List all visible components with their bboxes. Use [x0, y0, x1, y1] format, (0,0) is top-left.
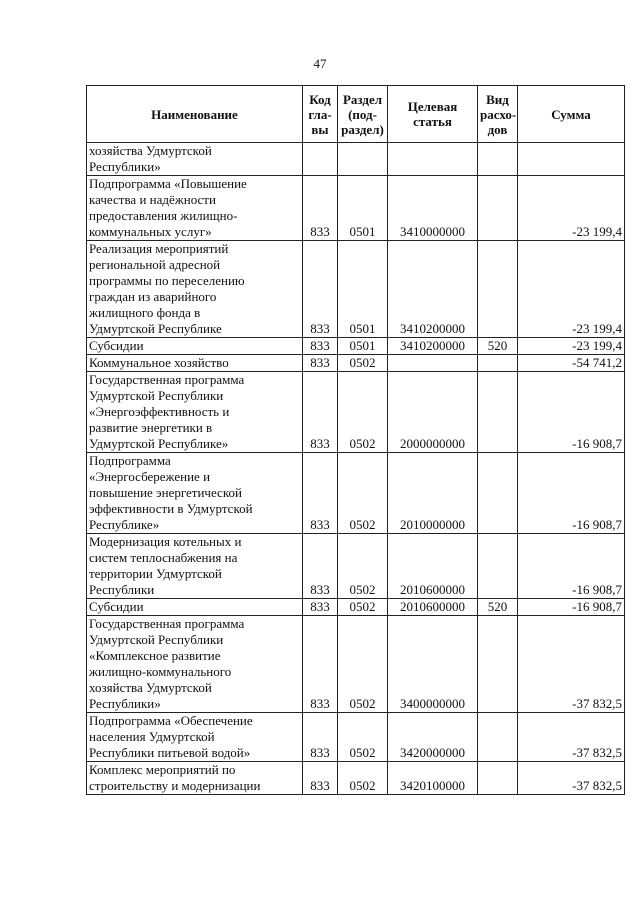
- cell-razdel: 0502: [338, 355, 388, 372]
- cell-name: хозяйства Удмуртской Республики»: [87, 143, 303, 176]
- cell-name: Реализация мероприятий региональной адресной программы по переселению граждан из аварийного жилищного фонда в Удмуртской Республике: [87, 241, 303, 338]
- cell-vid: [478, 762, 518, 795]
- page-number: 47: [313, 56, 327, 71]
- header-name: Наименование: [87, 86, 303, 143]
- cell-razdel: 0501: [338, 241, 388, 338]
- cell-kod: 833: [303, 355, 338, 372]
- cell-vid: [478, 241, 518, 338]
- cell-summa: -54 741,2: [518, 355, 625, 372]
- cell-razdel: 0502: [338, 534, 388, 599]
- table-row: [87, 713, 625, 762]
- cell-summa: -37 832,5: [518, 616, 625, 713]
- cell-kod: 833: [303, 599, 338, 616]
- cell-summa: [518, 143, 625, 176]
- cell-kod: 833: [303, 241, 338, 338]
- cell-name: Государственная программа Удмуртской Республики «Энергоэффективность и развитие энергетики в Удмуртской Республике»: [87, 372, 303, 453]
- table-row: [87, 453, 625, 534]
- table-row: [87, 599, 625, 616]
- cell-statya: [388, 355, 478, 372]
- cell-kod: 833: [303, 713, 338, 762]
- cell-summa: -16 908,7: [518, 372, 625, 453]
- cell-name: Подпрограмма «Обеспечение населения Удмуртской Республики питьевой водой»: [87, 713, 303, 762]
- cell-vid: [478, 176, 518, 241]
- cell-name: Подпрограмма «Повышение качества и надёжности предоставления жилищно- коммунальных услуг»: [87, 176, 303, 241]
- cell-statya: 3410200000: [388, 338, 478, 355]
- cell-name: Субсидии: [87, 338, 303, 355]
- cell-razdel: 0502: [338, 599, 388, 616]
- cell-statya: [388, 143, 478, 176]
- cell-vid: [478, 372, 518, 453]
- header-statya: Целевая статья: [388, 86, 478, 143]
- table-row: [87, 143, 625, 176]
- cell-kod: 833: [303, 616, 338, 713]
- cell-kod: 833: [303, 372, 338, 453]
- cell-summa: -16 908,7: [518, 534, 625, 599]
- cell-name: Государственная программа Удмуртской Республики «Комплексное развитие жилищно-коммунального хозяйства Удмуртской Республики»: [87, 616, 303, 713]
- cell-kod: 833: [303, 453, 338, 534]
- table-header-row: [87, 86, 625, 143]
- cell-summa: -23 199,4: [518, 176, 625, 241]
- table-row: [87, 241, 625, 338]
- cell-vid: [478, 534, 518, 599]
- cell-vid: 520: [478, 599, 518, 616]
- cell-statya: 3410000000: [388, 176, 478, 241]
- cell-vid: [478, 713, 518, 762]
- cell-kod: 833: [303, 534, 338, 599]
- table-row: [87, 616, 625, 713]
- cell-kod: 833: [303, 762, 338, 795]
- cell-name: Подпрограмма «Энергосбережение и повышение энергетической эффективности в Удмуртской Республике»: [87, 453, 303, 534]
- cell-vid: [478, 143, 518, 176]
- cell-statya: 3410200000: [388, 241, 478, 338]
- table-row: [87, 338, 625, 355]
- cell-statya: 2000000000: [388, 372, 478, 453]
- cell-kod: [303, 143, 338, 176]
- cell-vid: 520: [478, 338, 518, 355]
- cell-razdel: 0501: [338, 338, 388, 355]
- cell-summa: -37 832,5: [518, 762, 625, 795]
- cell-razdel: 0502: [338, 372, 388, 453]
- cell-razdel: [338, 143, 388, 176]
- cell-name: Модернизация котельных и систем теплоснабжения на территории Удмуртской Республики: [87, 534, 303, 599]
- cell-statya: 2010600000: [388, 599, 478, 616]
- cell-kod: 833: [303, 338, 338, 355]
- cell-statya: 2010600000: [388, 534, 478, 599]
- cell-razdel: 0502: [338, 453, 388, 534]
- cell-summa: -16 908,7: [518, 599, 625, 616]
- cell-kod: 833: [303, 176, 338, 241]
- cell-vid: [478, 355, 518, 372]
- header-razdel: Раздел (под- раздел): [338, 86, 388, 143]
- cell-summa: -16 908,7: [518, 453, 625, 534]
- cell-vid: [478, 616, 518, 713]
- cell-razdel: 0502: [338, 713, 388, 762]
- table-row: [87, 372, 625, 453]
- header-kod: Код гла- вы: [303, 86, 338, 143]
- table-row: [87, 176, 625, 241]
- cell-statya: 3420000000: [388, 713, 478, 762]
- cell-razdel: 0501: [338, 176, 388, 241]
- cell-vid: [478, 453, 518, 534]
- cell-statya: 2010000000: [388, 453, 478, 534]
- cell-statya: 3420100000: [388, 762, 478, 795]
- cell-razdel: 0502: [338, 616, 388, 713]
- table-row: [87, 534, 625, 599]
- cell-summa: -23 199,4: [518, 241, 625, 338]
- table-row: [87, 355, 625, 372]
- header-summa: Сумма: [518, 86, 625, 143]
- cell-razdel: 0502: [338, 762, 388, 795]
- cell-name: Коммунальное хозяйство: [87, 355, 303, 372]
- budget-table: [86, 85, 625, 795]
- header-vid: Вид расхо- дов: [478, 86, 518, 143]
- cell-summa: -23 199,4: [518, 338, 625, 355]
- cell-statya: 3400000000: [388, 616, 478, 713]
- cell-name: Субсидии: [87, 599, 303, 616]
- cell-summa: -37 832,5: [518, 713, 625, 762]
- table-row: [87, 762, 625, 795]
- cell-name: Комплекс мероприятий по строительству и модернизации: [87, 762, 303, 795]
